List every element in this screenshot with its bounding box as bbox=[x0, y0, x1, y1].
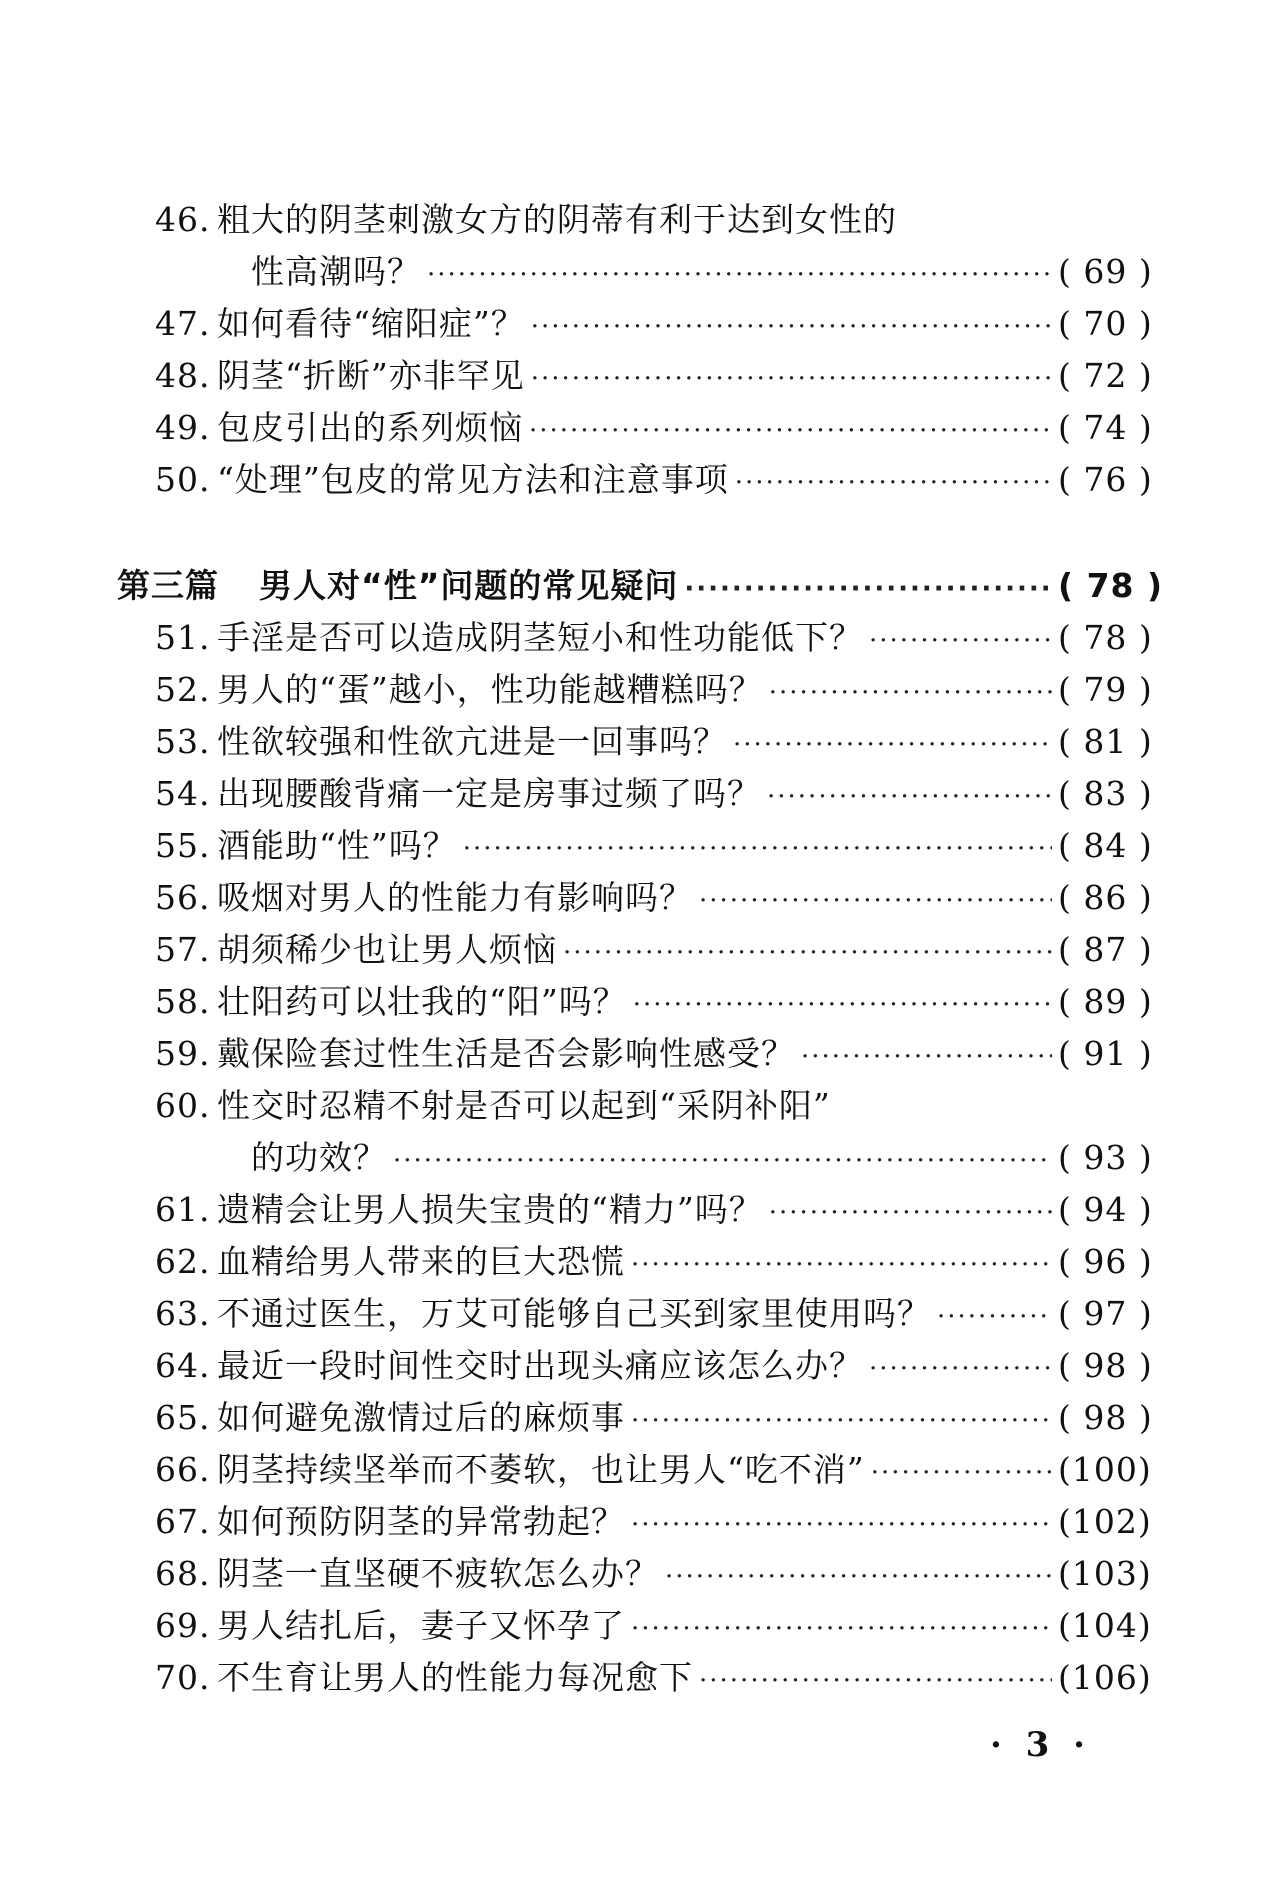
leader-dots bbox=[393, 1135, 1052, 1187]
toc-entry bbox=[155, 454, 1153, 506]
entry-number: 54. bbox=[155, 774, 211, 813]
entry-page: ( 93 ) bbox=[1058, 1138, 1153, 1177]
toc-entry bbox=[155, 820, 1153, 872]
leader-dots bbox=[767, 771, 1052, 823]
entry-title: 不生育让男人的性能力每况愈下 bbox=[217, 1658, 693, 1697]
leader-dots bbox=[563, 927, 1052, 979]
entry-page: ( 94 ) bbox=[1058, 1190, 1153, 1229]
toc-entry bbox=[155, 350, 1153, 402]
entry-number: 46. bbox=[155, 200, 211, 239]
entry-title: 包皮引出的系列烦恼 bbox=[217, 408, 523, 447]
toc-entry bbox=[155, 872, 1153, 924]
entry-title: 手淫是否可以造成阴茎短小和性功能低下？ bbox=[217, 618, 863, 657]
leader-dots bbox=[529, 405, 1052, 457]
entry-number: 48. bbox=[155, 356, 211, 395]
leader-dots bbox=[631, 1603, 1052, 1655]
leader-dots bbox=[735, 457, 1052, 509]
leader-dots bbox=[531, 353, 1052, 405]
entry-title: 如何看待“缩阳症”？ bbox=[217, 304, 525, 343]
entry-title: 吸烟对男人的性能力有影响吗？ bbox=[217, 878, 693, 917]
entry-page: ( 81 ) bbox=[1058, 722, 1153, 761]
toc-entry bbox=[155, 1184, 1153, 1236]
toc-entry bbox=[155, 1444, 1152, 1496]
entry-page: ( 72 ) bbox=[1058, 356, 1153, 395]
entry-title: 性交时忍精不射是否可以起到“采阴补阳” bbox=[217, 1086, 831, 1125]
entry-page: ( 86 ) bbox=[1058, 878, 1153, 917]
leader-dots bbox=[665, 1551, 1052, 1603]
entry-title: 戴保险套过性生活是否会影响性感受？ bbox=[217, 1034, 795, 1073]
leader-dots bbox=[684, 563, 1052, 615]
leader-dots bbox=[699, 1655, 1052, 1707]
entry-number: 62. bbox=[155, 1242, 211, 1281]
leader-dots bbox=[631, 1239, 1052, 1291]
toc-entry bbox=[155, 976, 1153, 1028]
toc-entry bbox=[155, 716, 1153, 768]
part-heading bbox=[117, 560, 1164, 612]
toc-entry bbox=[155, 1028, 1153, 1080]
entry-number: 58. bbox=[155, 982, 211, 1021]
entry-title: 酒能助“性”吗？ bbox=[217, 826, 457, 865]
toc-entry bbox=[155, 1496, 1152, 1548]
entry-number: 63. bbox=[155, 1294, 211, 1333]
entry-title: 性欲较强和性欲亢进是一回事吗？ bbox=[217, 722, 727, 761]
entry-title: 如何预防阴茎的异常勃起？ bbox=[217, 1502, 625, 1541]
leader-dots bbox=[631, 1499, 1052, 1551]
entry-title: 壮阳药可以壮我的“阳”吗？ bbox=[217, 982, 627, 1021]
entry-page: ( 91 ) bbox=[1058, 1034, 1153, 1073]
entry-title: 如何避免激情过后的麻烦事 bbox=[217, 1398, 625, 1437]
entry-number: 51. bbox=[155, 618, 211, 657]
entry-title: 阴茎一直坚硬不疲软怎么办？ bbox=[217, 1554, 659, 1593]
leader-dots bbox=[631, 1395, 1052, 1447]
entry-title: 粗大的阴茎刺激女方的阴蒂有利于达到女性的 bbox=[217, 200, 897, 239]
entry-title: 阴茎持续坚举而不萎软，也让男人“吃不消” bbox=[217, 1450, 865, 1489]
leader-dots bbox=[769, 667, 1052, 719]
entry-number: 66. bbox=[155, 1450, 211, 1489]
toc-entry bbox=[155, 768, 1153, 820]
entry-title: 不通过医生，万艾可能够自己买到家里使用吗？ bbox=[217, 1294, 931, 1333]
entry-page: ( 79 ) bbox=[1058, 670, 1153, 709]
entry-number: 53. bbox=[155, 722, 211, 761]
entry-page: ( 83 ) bbox=[1058, 774, 1153, 813]
entry-title: 最近一段时间性交时出现头痛应该怎么办？ bbox=[217, 1346, 863, 1385]
entry-title: “处理”包皮的常见方法和注意事项 bbox=[217, 460, 729, 499]
entry-number: 55. bbox=[155, 826, 211, 865]
entry-number: 67. bbox=[155, 1502, 211, 1541]
entry-page: ( 87 ) bbox=[1058, 930, 1153, 969]
leader-dots bbox=[769, 1187, 1052, 1239]
entry-page: ( 89 ) bbox=[1058, 982, 1153, 1021]
leader-dots bbox=[633, 979, 1052, 1031]
toc-entry bbox=[155, 194, 1140, 246]
part-label: 第三篇 bbox=[117, 566, 219, 605]
entry-number: 69. bbox=[155, 1606, 211, 1645]
leader-dots bbox=[463, 823, 1052, 875]
entry-page: (100) bbox=[1058, 1450, 1152, 1489]
entry-title: 男人的“蛋”越小，性功能越糟糕吗？ bbox=[217, 670, 763, 709]
toc-entry bbox=[155, 1548, 1152, 1600]
toc-entry bbox=[155, 1236, 1153, 1288]
entry-page: ( 84 ) bbox=[1058, 826, 1153, 865]
page-number: · 3 · bbox=[990, 1725, 1092, 1765]
toc-entry bbox=[155, 924, 1153, 976]
entry-title-continued: 的功效？ bbox=[251, 1138, 387, 1177]
entry-page: (106) bbox=[1058, 1658, 1152, 1697]
entry-page: ( 78 ) bbox=[1058, 618, 1153, 657]
entry-page: ( 70 ) bbox=[1058, 304, 1153, 343]
toc-entry bbox=[155, 612, 1153, 664]
entry-page: ( 74 ) bbox=[1058, 408, 1153, 447]
part-title: 男人对“性”问题的常见疑问 bbox=[259, 566, 679, 605]
entry-page: ( 96 ) bbox=[1058, 1242, 1153, 1281]
entry-title: 遗精会让男人损失宝贵的“精力”吗？ bbox=[217, 1190, 763, 1229]
entry-title: 男人结扎后，妻子又怀孕了 bbox=[217, 1606, 625, 1645]
entry-page: (104) bbox=[1058, 1606, 1152, 1645]
toc-entry-continuation bbox=[155, 246, 1153, 298]
entry-title: 胡须稀少也让男人烦恼 bbox=[217, 930, 557, 969]
leader-dots bbox=[427, 249, 1052, 301]
leader-dots bbox=[871, 1447, 1052, 1499]
toc-entry bbox=[155, 1340, 1153, 1392]
entry-number: 65. bbox=[155, 1398, 211, 1437]
entry-page: ( 69 ) bbox=[1058, 252, 1153, 291]
entry-number: 47. bbox=[155, 304, 211, 343]
leader-dots bbox=[699, 875, 1052, 927]
toc-entry bbox=[155, 1080, 1140, 1132]
toc-entry bbox=[155, 1652, 1152, 1704]
leader-dots bbox=[869, 1343, 1052, 1395]
entry-number: 68. bbox=[155, 1554, 211, 1593]
entry-number: 49. bbox=[155, 408, 211, 447]
toc-entry bbox=[155, 1392, 1153, 1444]
entry-title-continued: 性高潮吗？ bbox=[251, 252, 421, 291]
entry-page: (102) bbox=[1058, 1502, 1152, 1541]
toc-entry bbox=[155, 402, 1153, 454]
entry-number: 64. bbox=[155, 1346, 211, 1385]
entry-page: ( 97 ) bbox=[1058, 1294, 1153, 1333]
entry-page: ( 98 ) bbox=[1058, 1398, 1153, 1437]
entry-title: 阴茎“折断”亦非罕见 bbox=[217, 356, 525, 395]
entry-number: 59. bbox=[155, 1034, 211, 1073]
entry-number: 61. bbox=[155, 1190, 211, 1229]
leader-dots bbox=[869, 615, 1052, 667]
entry-number: 70. bbox=[155, 1658, 211, 1697]
entry-title: 出现腰酸背痛一定是房事过频了吗？ bbox=[217, 774, 761, 813]
toc-entry bbox=[155, 298, 1153, 350]
toc-entry bbox=[155, 1288, 1153, 1340]
entry-number: 50. bbox=[155, 460, 211, 499]
toc-entry bbox=[155, 664, 1153, 716]
leader-dots bbox=[801, 1031, 1052, 1083]
toc-entry bbox=[155, 1600, 1152, 1652]
leader-dots bbox=[733, 719, 1052, 771]
entry-page: ( 76 ) bbox=[1058, 460, 1153, 499]
leader-dots bbox=[531, 301, 1052, 353]
table-of-contents bbox=[117, 194, 1164, 1704]
section-gap bbox=[155, 506, 1140, 560]
entry-number: 60. bbox=[155, 1086, 211, 1125]
toc-entry-continuation bbox=[155, 1132, 1153, 1184]
entry-number: 56. bbox=[155, 878, 211, 917]
entry-number: 57. bbox=[155, 930, 211, 969]
entry-page: ( 98 ) bbox=[1058, 1346, 1153, 1385]
part-page: ( 78 ) bbox=[1058, 566, 1164, 605]
entry-number: 52. bbox=[155, 670, 211, 709]
entry-page: (103) bbox=[1058, 1554, 1152, 1593]
leader-dots bbox=[937, 1291, 1052, 1343]
entry-title: 血精给男人带来的巨大恐慌 bbox=[217, 1242, 625, 1281]
